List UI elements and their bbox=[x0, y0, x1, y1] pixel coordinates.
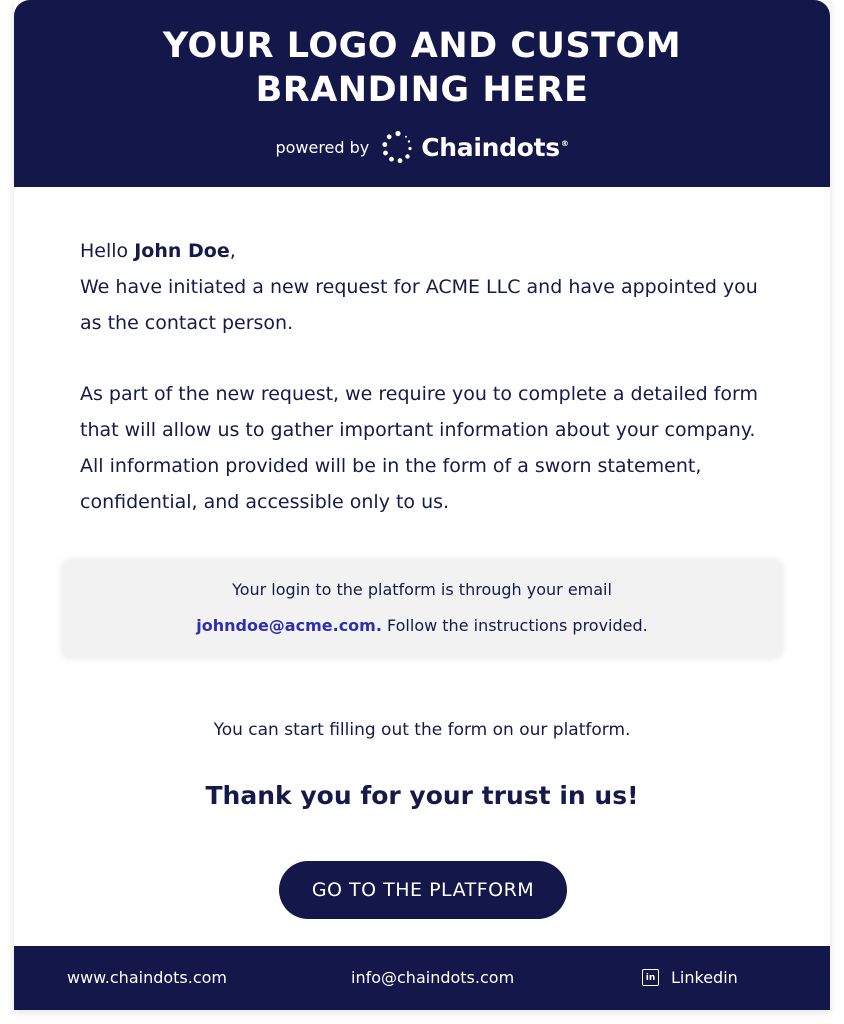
greeting-suffix: , bbox=[229, 240, 236, 262]
footer-linkedin-link[interactable] bbox=[642, 968, 738, 987]
login-info-box bbox=[62, 560, 782, 658]
branding-title-line1: YOUR LOGO AND CUSTOM bbox=[162, 26, 682, 66]
login-instructions-text: Follow the instructions provided. bbox=[381, 616, 648, 635]
details-paragraph: As part of the new request, we require you to complete a detailed form that will allow us to gather important information about your company. All information provided will be in the form of a sworn statement, confidential, and accessible only to us. bbox=[80, 383, 759, 513]
chaindots-logo-icon bbox=[381, 130, 415, 164]
chaindots-logo-text: Chaindots® bbox=[421, 132, 569, 162]
go-to-platform-button[interactable]: GO TO THE PLATFORM bbox=[279, 861, 567, 919]
header-banner bbox=[14, 0, 830, 187]
intro-text: We have initiated a new request for ACME LLC and have appointed you as the contact person. bbox=[80, 276, 758, 334]
footer-website-link[interactable]: www.chaindots.com bbox=[67, 968, 228, 987]
start-form-text: You can start filling out the form on our platform. bbox=[213, 720, 631, 740]
linkedin-icon: in bbox=[642, 969, 659, 986]
email-card bbox=[14, 0, 830, 1010]
registered-mark: ® bbox=[560, 139, 569, 149]
footer-bar bbox=[14, 946, 830, 1010]
powered-by-row bbox=[14, 130, 830, 164]
login-info-line2 bbox=[62, 616, 782, 635]
linkedin-label: Linkedin bbox=[671, 968, 738, 987]
recipient-name: John Doe bbox=[134, 240, 230, 262]
login-info-line1: Your login to the platform is through your email bbox=[232, 580, 612, 599]
greeting-prefix: Hello bbox=[80, 240, 135, 262]
greeting-block bbox=[80, 233, 780, 341]
branding-title-line2: BRANDING HERE bbox=[255, 70, 589, 110]
thanks-heading: Thank you for your trust in us! bbox=[205, 781, 639, 810]
footer-email-link[interactable]: info@chaindots.com bbox=[351, 968, 515, 987]
powered-by-label: powered by bbox=[275, 137, 370, 157]
login-email-link[interactable]: johndoe@acme.com. bbox=[196, 616, 382, 635]
